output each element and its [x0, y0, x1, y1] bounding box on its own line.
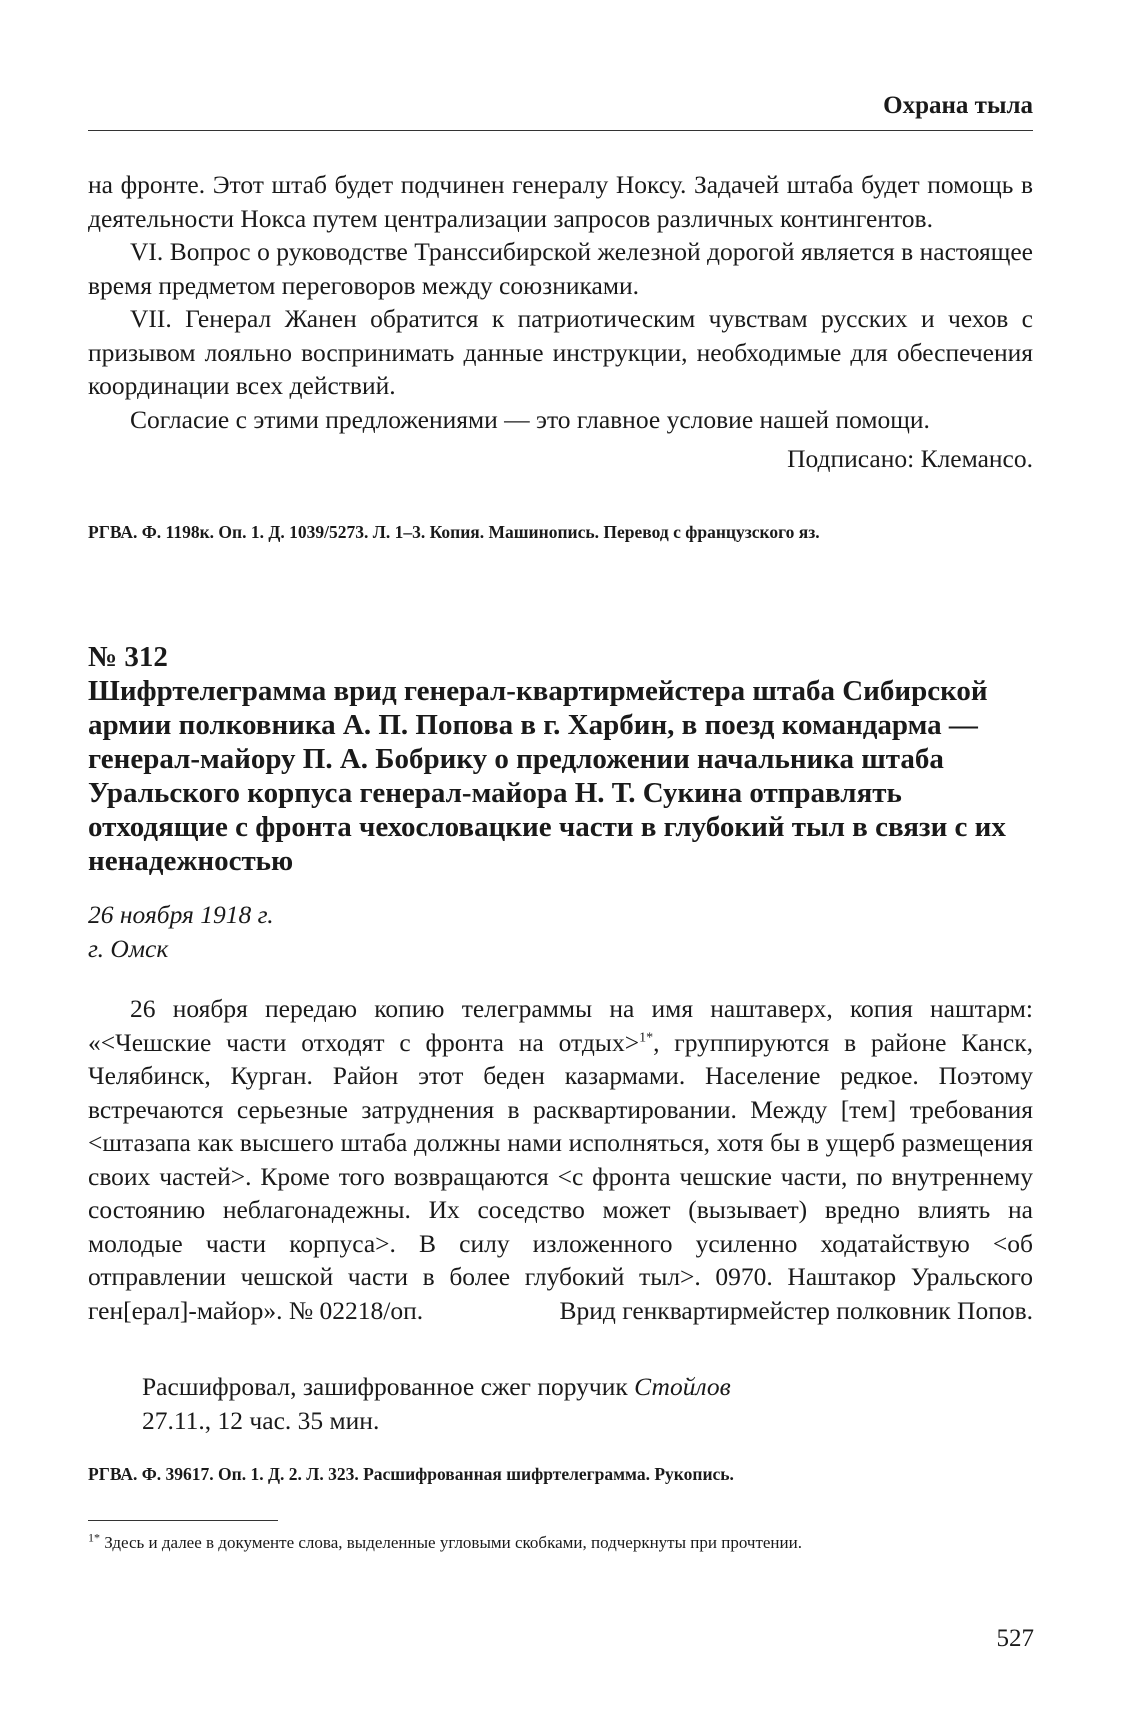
top-section-text [88, 168, 1033, 436]
footnote-marker: 1* [88, 1530, 100, 1545]
document-title: Шифртелеграмма врид генерал-квартирмейстера штаба Сибирской армии полковника А. П. Попова в г. Харбин, в поезд командарма — генерал-майору П. А. Бобрику о предложении начальника штаба Уральского корпуса генерал-майора Н. Т. Сукина отправлять отходящие с фронта чехословацкие части в глубокий тыл в связи с их ненадежностью [88, 675, 1006, 877]
page-number: 527 [996, 1625, 1034, 1652]
paragraph-vii: VII. Генерал Жанен обратится к патриотическим чувствам русских и чехов с призывом лояльно воспринимать данные инструкции, необходимые для обеспечения координации всех действий. [88, 304, 1033, 400]
footnote-reference: 1* [639, 1030, 654, 1045]
decoded-by-text: Расшифровал, зашифрованное сжег поручик [142, 1372, 635, 1401]
telegram-text-part2: , группируются в районе Канск, Челябинск, Курган. Район этот беден казармами. Население редкое. Поэтому встречаются серьезные затруднения в расквартировании. Между [тем] требования <штазапа как высшего штаба должны нами исполняться, хотя бы в ущерб размещения своих частей>. Кроме того возвращаются <с фронта чешские части, по внутреннему состоянию неблагонадежны. Их соседство может (вызывает) вредно влиять на молодые части корпуса>. В силу изложенного усиленно ходатайствую <об отправлении чешской части в более глубокий тыл>. 0970. Наштакор Уральского ген[ерал]-майор». № 02218/оп. [88, 1027, 1033, 1325]
telegram-text-part1: 26 ноября передаю копию телеграммы на имя наштаверх, копия наштарм: «<Чешские части отходят с фронта на отдых> [88, 994, 1033, 1057]
document-place: г. Омск [88, 934, 169, 963]
paragraph-agreement: Согласие с этими предложениями — это главное условие нашей помощи. [130, 404, 930, 434]
archive-reference-top: РГВА. Ф. 1198к. Оп. 1. Д. 1039/5273. Л. 1–3. Копия. Машинопись. Перевод с французского яз. [88, 522, 820, 542]
paragraph-vi: VI. Вопрос о руководстве Транссибирской железной дорогой является в настоящее время предметом переговоров между союзниками. [88, 237, 1033, 300]
decoded-time: 27.11., 12 час. 35 мин. [142, 1406, 380, 1435]
footnote-rule [88, 1520, 278, 1521]
decoded-by [88, 1370, 1087, 1404]
footnote [88, 1532, 1033, 1554]
running-title: Охрана тыла [883, 92, 1033, 119]
signature-clemenceau: Подписано: Клемансо. [787, 444, 1033, 473]
telegram-body [88, 992, 1033, 1327]
paragraph-continuation: на фронте. Этот штаб будет подчинен генералу Ноксу. Задачей штаба будет помощь в деятельности Нокса путем централизации запросов различных контингентов. [88, 170, 1033, 233]
header-rule [88, 130, 1033, 131]
signature-popov: Врид генквартирмейстер полковник Попов. [559, 1296, 1033, 1325]
telegram-text [88, 992, 1033, 1327]
document-number: № 312 [88, 641, 168, 673]
decoded-by-name: Стойлов [634, 1372, 731, 1401]
archive-reference-bottom: РГВА. Ф. 39617. Оп. 1. Д. 2. Л. 323. Расшифрованная шифртелеграмма. Рукопись. [88, 1464, 734, 1484]
document-date: 26 ноября 1918 г. [88, 900, 274, 929]
footnote-text: Здесь и далее в документе слова, выделенные угловыми скобками, подчеркнуты при прочтении. [104, 1533, 802, 1552]
